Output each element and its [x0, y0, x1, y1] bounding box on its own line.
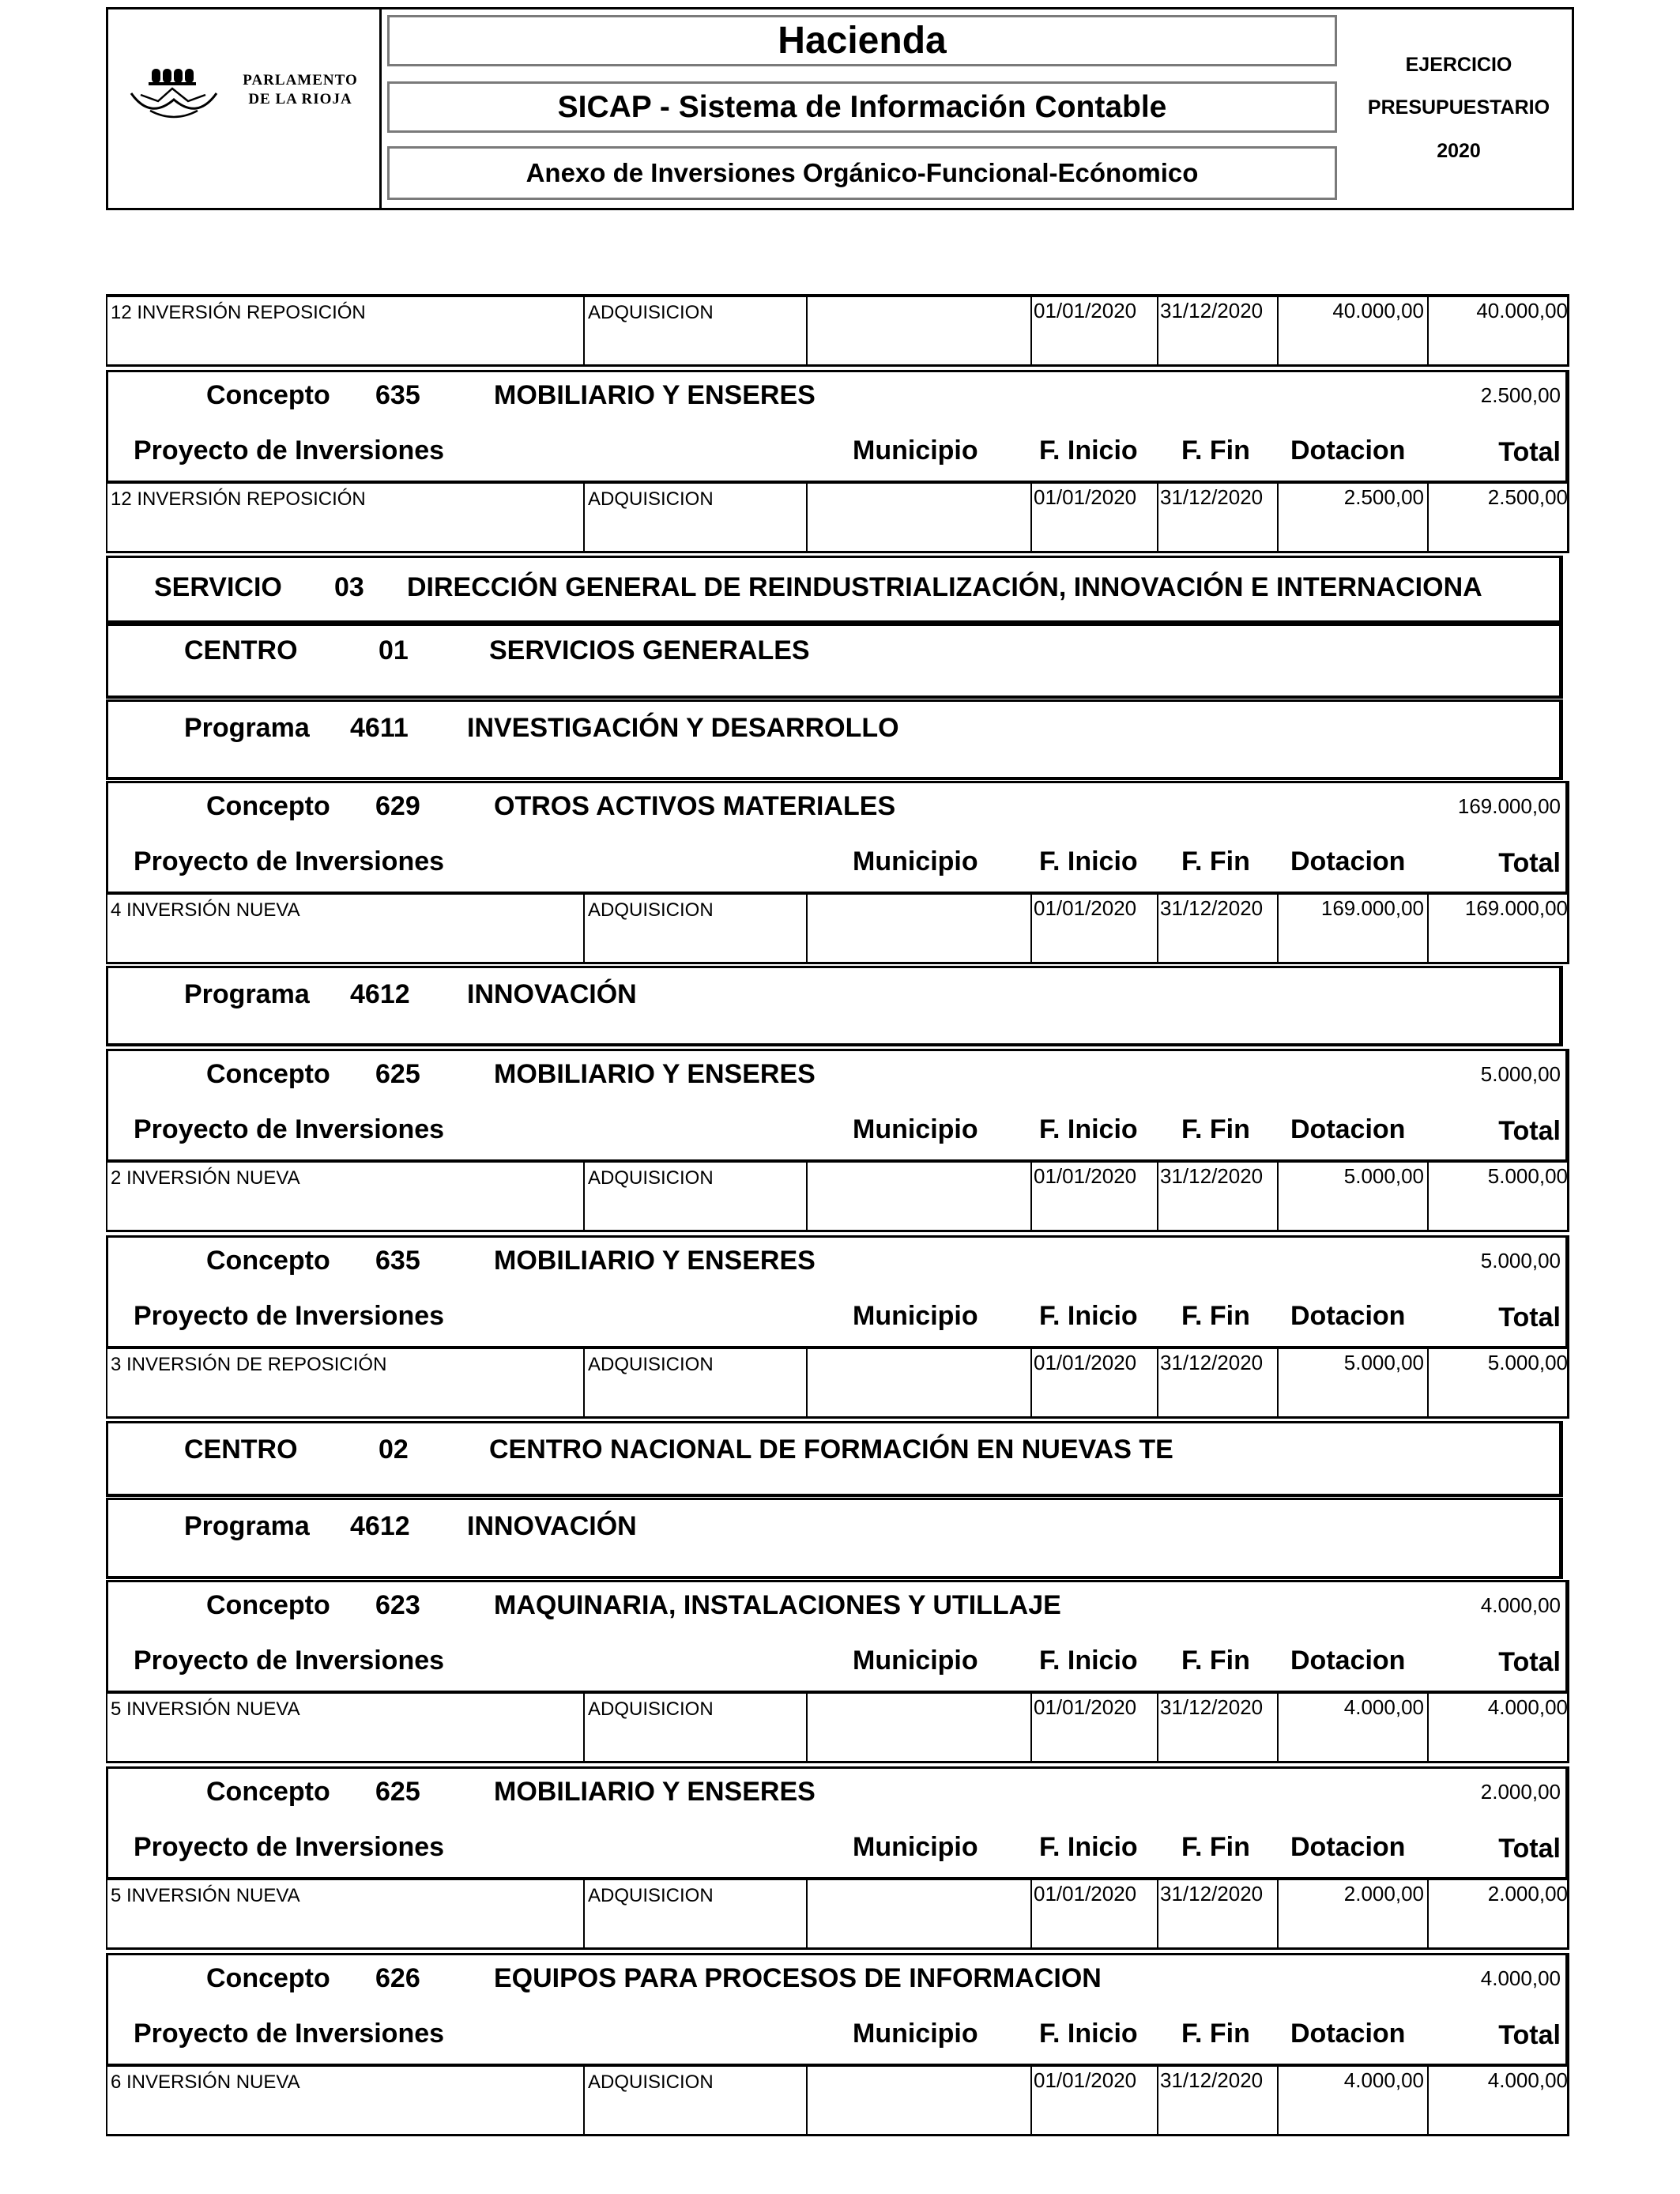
project-type-cell-text: ADQUISICION [588, 1698, 714, 1720]
investment-row [106, 892, 1569, 964]
start-date-cell-text: 01/01/2020 [1034, 2068, 1137, 2092]
dotacion-cell-text: 2.500,00 [1343, 485, 1424, 509]
end-date-cell [1157, 1349, 1277, 1416]
concepto-label: Concepto [206, 791, 330, 821]
project-name-cell-text: 5 INVERSIÓN NUEVA [111, 1698, 300, 1720]
ejercicio-label: EJERCICIO [1405, 54, 1512, 76]
col-header-f-fin: F. Fin [1181, 1301, 1250, 1331]
col-header-f-fin: F. Fin [1181, 846, 1250, 876]
concepto-name: MOBILIARIO Y ENSERES [494, 1246, 816, 1276]
programa-label: Programa [184, 1511, 310, 1541]
project-type-cell-text: ADQUISICION [588, 1167, 714, 1189]
col-header-f-inicio: F. Inicio [1039, 1646, 1138, 1676]
project-type-cell [583, 1349, 806, 1416]
concepto-block [106, 1049, 1569, 1159]
start-date-cell-text: 01/01/2020 [1034, 1351, 1137, 1374]
municipio-cell [806, 297, 1030, 364]
investment-row [106, 2064, 1569, 2136]
report-title: Hacienda [387, 15, 1337, 66]
start-date-cell [1030, 297, 1157, 364]
col-header-total: Total [1498, 2020, 1561, 2050]
end-date-cell [1157, 2067, 1277, 2134]
investment-row [106, 1877, 1569, 1950]
col-header-proyecto: Proyecto de Inversiones [134, 1301, 445, 1331]
dotacion-cell [1277, 1880, 1427, 1947]
project-name-cell-text: 5 INVERSIÓN NUEVA [111, 1885, 300, 1906]
programa-label: Programa [184, 979, 310, 1009]
centro-block [106, 1421, 1563, 1497]
col-header-proyecto: Proyecto de Inversiones [134, 2019, 445, 2049]
municipio-cell [806, 1349, 1030, 1416]
col-header-dotacion: Dotacion [1290, 2019, 1406, 2049]
presupuestario-label: PRESUPUESTARIO [1367, 96, 1550, 119]
project-name-cell [107, 1880, 583, 1947]
end-date-cell [1157, 297, 1277, 364]
programa-name: INNOVACIÓN [467, 979, 637, 1009]
concepto-block [106, 1766, 1569, 1877]
project-type-cell [583, 1880, 806, 1947]
investment-row [106, 294, 1569, 367]
col-header-proyecto: Proyecto de Inversiones [134, 1832, 445, 1862]
project-type-cell-text: ADQUISICION [588, 2071, 714, 2093]
project-name-cell [107, 1163, 583, 1230]
start-date-cell [1030, 2067, 1157, 2134]
dotacion-cell [1277, 1349, 1427, 1416]
dotacion-cell-text: 169.000,00 [1320, 896, 1424, 920]
concepto-block [106, 1580, 1569, 1691]
project-type-cell [583, 1694, 806, 1761]
fiscal-year: 2020 [1437, 140, 1481, 162]
col-header-dotacion: Dotacion [1290, 435, 1406, 466]
concepto-amount: 5.000,00 [1480, 1062, 1561, 1086]
municipio-cell [806, 2067, 1030, 2134]
concepto-code: 635 [375, 380, 420, 410]
col-header-f-inicio: F. Inicio [1039, 2019, 1138, 2049]
org-name-line1: PARLAMENTO [243, 72, 358, 89]
project-type-cell-text: ADQUISICION [588, 302, 714, 323]
concepto-label: Concepto [206, 1777, 330, 1807]
dotacion-cell-text: 4.000,00 [1343, 1695, 1424, 1719]
total-cell-text: 4.000,00 [1487, 1695, 1568, 1719]
project-name-cell [107, 895, 583, 962]
project-type-cell-text: ADQUISICION [588, 488, 714, 510]
project-type-cell [583, 1163, 806, 1230]
concepto-amount: 2.500,00 [1480, 383, 1561, 407]
total-cell [1427, 484, 1571, 551]
org-name-line2: DE LA RIOJA [248, 91, 352, 107]
col-header-f-fin: F. Fin [1181, 435, 1250, 466]
col-header-total: Total [1498, 848, 1561, 878]
concepto-label: Concepto [206, 1590, 330, 1620]
start-date-cell [1030, 484, 1157, 551]
end-date-cell [1157, 1694, 1277, 1761]
col-header-f-inicio: F. Inicio [1039, 1114, 1138, 1144]
start-date-cell-text: 01/01/2020 [1034, 1164, 1137, 1188]
col-header-f-fin: F. Fin [1181, 1646, 1250, 1676]
total-cell [1427, 895, 1571, 962]
dotacion-cell-text: 40.000,00 [1332, 299, 1424, 322]
total-cell-text: 4.000,00 [1487, 2068, 1568, 2092]
programa-block [106, 1498, 1563, 1579]
project-type-cell-text: ADQUISICION [588, 1885, 714, 1906]
concepto-code: 623 [375, 1590, 420, 1620]
project-type-cell [583, 297, 806, 364]
project-type-cell-text: ADQUISICION [588, 1354, 714, 1375]
organization-name [229, 71, 371, 109]
project-name-cell-text: 12 INVERSIÓN REPOSICIÓN [111, 302, 366, 323]
project-type-cell [583, 895, 806, 962]
concepto-name: OTROS ACTIVOS MATERIALES [494, 791, 896, 821]
project-name-cell [107, 484, 583, 551]
concepto-code: 629 [375, 791, 420, 821]
project-name-cell-text: 2 INVERSIÓN NUEVA [111, 1167, 300, 1189]
dotacion-cell [1277, 484, 1427, 551]
municipio-cell [806, 1163, 1030, 1230]
concepto-code: 626 [375, 1963, 420, 1993]
total-cell-text: 40.000,00 [1476, 299, 1568, 322]
municipio-cell [806, 895, 1030, 962]
programa-label: Programa [184, 713, 310, 743]
concepto-name: MOBILIARIO Y ENSERES [494, 380, 816, 410]
concepto-amount: 2.000,00 [1480, 1780, 1561, 1804]
concepto-block [106, 1235, 1569, 1346]
start-date-cell-text: 01/01/2020 [1034, 1695, 1137, 1719]
dotacion-cell-text: 5.000,00 [1343, 1164, 1424, 1188]
centro-name: CENTRO NACIONAL DE FORMACIÓN EN NUEVAS TE [489, 1434, 1173, 1465]
end-date-cell [1157, 1163, 1277, 1230]
investment-row [106, 481, 1569, 553]
total-cell [1427, 297, 1571, 364]
centro-block [106, 624, 1563, 699]
project-name-cell [107, 1694, 583, 1761]
col-header-f-inicio: F. Inicio [1039, 1832, 1138, 1862]
concepto-name: EQUIPOS PARA PROCESOS DE INFORMACION [494, 1963, 1102, 1993]
col-header-municipio: Municipio [853, 1832, 978, 1862]
concepto-amount: 4.000,00 [1480, 1593, 1561, 1617]
concepto-block [106, 370, 1569, 481]
concepto-label: Concepto [206, 1246, 330, 1276]
centro-label: CENTRO [184, 1434, 298, 1465]
col-header-dotacion: Dotacion [1290, 1114, 1406, 1144]
col-header-total: Total [1498, 1116, 1561, 1146]
col-header-dotacion: Dotacion [1290, 846, 1406, 876]
centro-label: CENTRO [184, 635, 298, 665]
concepto-label: Concepto [206, 1059, 330, 1089]
concepto-code: 635 [375, 1246, 420, 1276]
total-cell [1427, 2067, 1571, 2134]
investment-row [106, 1691, 1569, 1763]
programa-code: 4611 [350, 713, 409, 743]
concepto-code: 625 [375, 1777, 420, 1807]
annex-title: Anexo de Inversiones Orgánico-Funcional-Ecónomico [387, 146, 1337, 200]
investment-row [106, 1346, 1569, 1419]
col-header-municipio: Municipio [853, 1301, 978, 1331]
programa-name: INVESTIGACIÓN Y DESARROLLO [467, 713, 899, 743]
centro-name: SERVICIOS GENERALES [489, 635, 810, 665]
col-header-f-inicio: F. Inicio [1039, 846, 1138, 876]
servicio-block [106, 556, 1563, 624]
investment-row [106, 1159, 1569, 1232]
concepto-block [106, 781, 1569, 892]
concepto-name: MOBILIARIO Y ENSERES [494, 1059, 816, 1089]
total-cell-text: 5.000,00 [1487, 1351, 1568, 1374]
col-header-total: Total [1498, 1302, 1561, 1333]
concepto-amount: 5.000,00 [1480, 1249, 1561, 1272]
concepto-amount: 169.000,00 [1457, 794, 1561, 818]
dotacion-cell-text: 4.000,00 [1343, 2068, 1424, 2092]
parliament-logo-icon [126, 65, 221, 128]
start-date-cell [1030, 1880, 1157, 1947]
col-header-f-fin: F. Fin [1181, 2019, 1250, 2049]
start-date-cell-text: 01/01/2020 [1034, 299, 1137, 322]
total-cell [1427, 1694, 1571, 1761]
project-name-cell [107, 1349, 583, 1416]
programa-block [106, 966, 1563, 1046]
col-header-f-fin: F. Fin [1181, 1832, 1250, 1862]
project-name-cell [107, 2067, 583, 2134]
col-header-municipio: Municipio [853, 1646, 978, 1676]
project-name-cell-text: 6 INVERSIÓN NUEVA [111, 2071, 300, 2093]
dotacion-cell [1277, 2067, 1427, 2134]
dotacion-cell [1277, 297, 1427, 364]
end-date-cell-text: 31/12/2020 [1160, 299, 1264, 322]
municipio-cell [806, 484, 1030, 551]
start-date-cell-text: 01/01/2020 [1034, 896, 1137, 920]
servicio-name: DIRECCIÓN GENERAL DE REINDUSTRIALIZACIÓN, INNOVACIÓN E INTERNACIONA [407, 572, 1482, 602]
centro-code: 02 [379, 1434, 409, 1465]
municipio-cell [806, 1694, 1030, 1761]
end-date-cell [1157, 895, 1277, 962]
col-header-proyecto: Proyecto de Inversiones [134, 1114, 445, 1144]
servicio-code: 03 [334, 572, 364, 602]
start-date-cell [1030, 1349, 1157, 1416]
project-type-cell [583, 484, 806, 551]
end-date-cell-text: 31/12/2020 [1160, 1882, 1264, 1906]
project-name-cell-text: 12 INVERSIÓN REPOSICIÓN [111, 488, 366, 510]
col-header-municipio: Municipio [853, 435, 978, 466]
col-header-f-fin: F. Fin [1181, 1114, 1250, 1144]
col-header-dotacion: Dotacion [1290, 1832, 1406, 1862]
concepto-code: 625 [375, 1059, 420, 1089]
header-divider [379, 7, 382, 210]
project-name-cell [107, 297, 583, 364]
total-cell [1427, 1163, 1571, 1230]
col-header-dotacion: Dotacion [1290, 1646, 1406, 1676]
concepto-label: Concepto [206, 380, 330, 410]
centro-code: 01 [379, 635, 409, 665]
col-header-proyecto: Proyecto de Inversiones [134, 1646, 445, 1676]
end-date-cell [1157, 484, 1277, 551]
project-name-cell-text: 3 INVERSIÓN DE REPOSICIÓN [111, 1354, 387, 1375]
end-date-cell-text: 31/12/2020 [1160, 1164, 1264, 1188]
end-date-cell-text: 31/12/2020 [1160, 485, 1264, 509]
dotacion-cell [1277, 1163, 1427, 1230]
start-date-cell [1030, 1163, 1157, 1230]
total-cell-text: 169.000,00 [1464, 896, 1568, 920]
project-name-cell-text: 4 INVERSIÓN NUEVA [111, 899, 300, 921]
total-cell [1427, 1349, 1571, 1416]
concepto-name: MOBILIARIO Y ENSERES [494, 1777, 816, 1807]
dotacion-cell [1277, 895, 1427, 962]
total-cell-text: 2.000,00 [1487, 1882, 1568, 1906]
concepto-block [106, 1953, 1569, 2064]
col-header-dotacion: Dotacion [1290, 1301, 1406, 1331]
col-header-f-inicio: F. Inicio [1039, 435, 1138, 466]
col-header-municipio: Municipio [853, 1114, 978, 1144]
concepto-amount: 4.000,00 [1480, 1966, 1561, 1990]
system-name: SICAP - Sistema de Información Contable [387, 81, 1337, 133]
col-header-total: Total [1498, 437, 1561, 467]
project-type-cell [583, 2067, 806, 2134]
total-cell-text: 5.000,00 [1487, 1164, 1568, 1188]
end-date-cell [1157, 1880, 1277, 1947]
col-header-proyecto: Proyecto de Inversiones [134, 435, 445, 466]
col-header-total: Total [1498, 1647, 1561, 1677]
end-date-cell-text: 31/12/2020 [1160, 1351, 1264, 1374]
total-cell-text: 2.500,00 [1487, 485, 1568, 509]
start-date-cell [1030, 1694, 1157, 1761]
programa-name: INNOVACIÓN [467, 1511, 637, 1541]
col-header-municipio: Municipio [853, 846, 978, 876]
servicio-label: SERVICIO [154, 572, 282, 602]
dotacion-cell-text: 2.000,00 [1343, 1882, 1424, 1906]
dotacion-cell-text: 5.000,00 [1343, 1351, 1424, 1374]
col-header-f-inicio: F. Inicio [1039, 1301, 1138, 1331]
project-type-cell-text: ADQUISICION [588, 899, 714, 921]
end-date-cell-text: 31/12/2020 [1160, 2068, 1264, 2092]
concepto-label: Concepto [206, 1963, 330, 1993]
start-date-cell-text: 01/01/2020 [1034, 485, 1137, 509]
total-cell [1427, 1880, 1571, 1947]
end-date-cell-text: 31/12/2020 [1160, 896, 1264, 920]
municipio-cell [806, 1880, 1030, 1947]
programa-code: 4612 [350, 1511, 410, 1541]
col-header-municipio: Municipio [853, 2019, 978, 2049]
start-date-cell [1030, 895, 1157, 962]
dotacion-cell [1277, 1694, 1427, 1761]
end-date-cell-text: 31/12/2020 [1160, 1695, 1264, 1719]
start-date-cell-text: 01/01/2020 [1034, 1882, 1137, 1906]
concepto-name: MAQUINARIA, INSTALACIONES Y UTILLAJE [494, 1590, 1061, 1620]
programa-block [106, 699, 1563, 780]
programa-code: 4612 [350, 979, 410, 1009]
col-header-total: Total [1498, 1834, 1561, 1864]
col-header-proyecto: Proyecto de Inversiones [134, 846, 445, 876]
